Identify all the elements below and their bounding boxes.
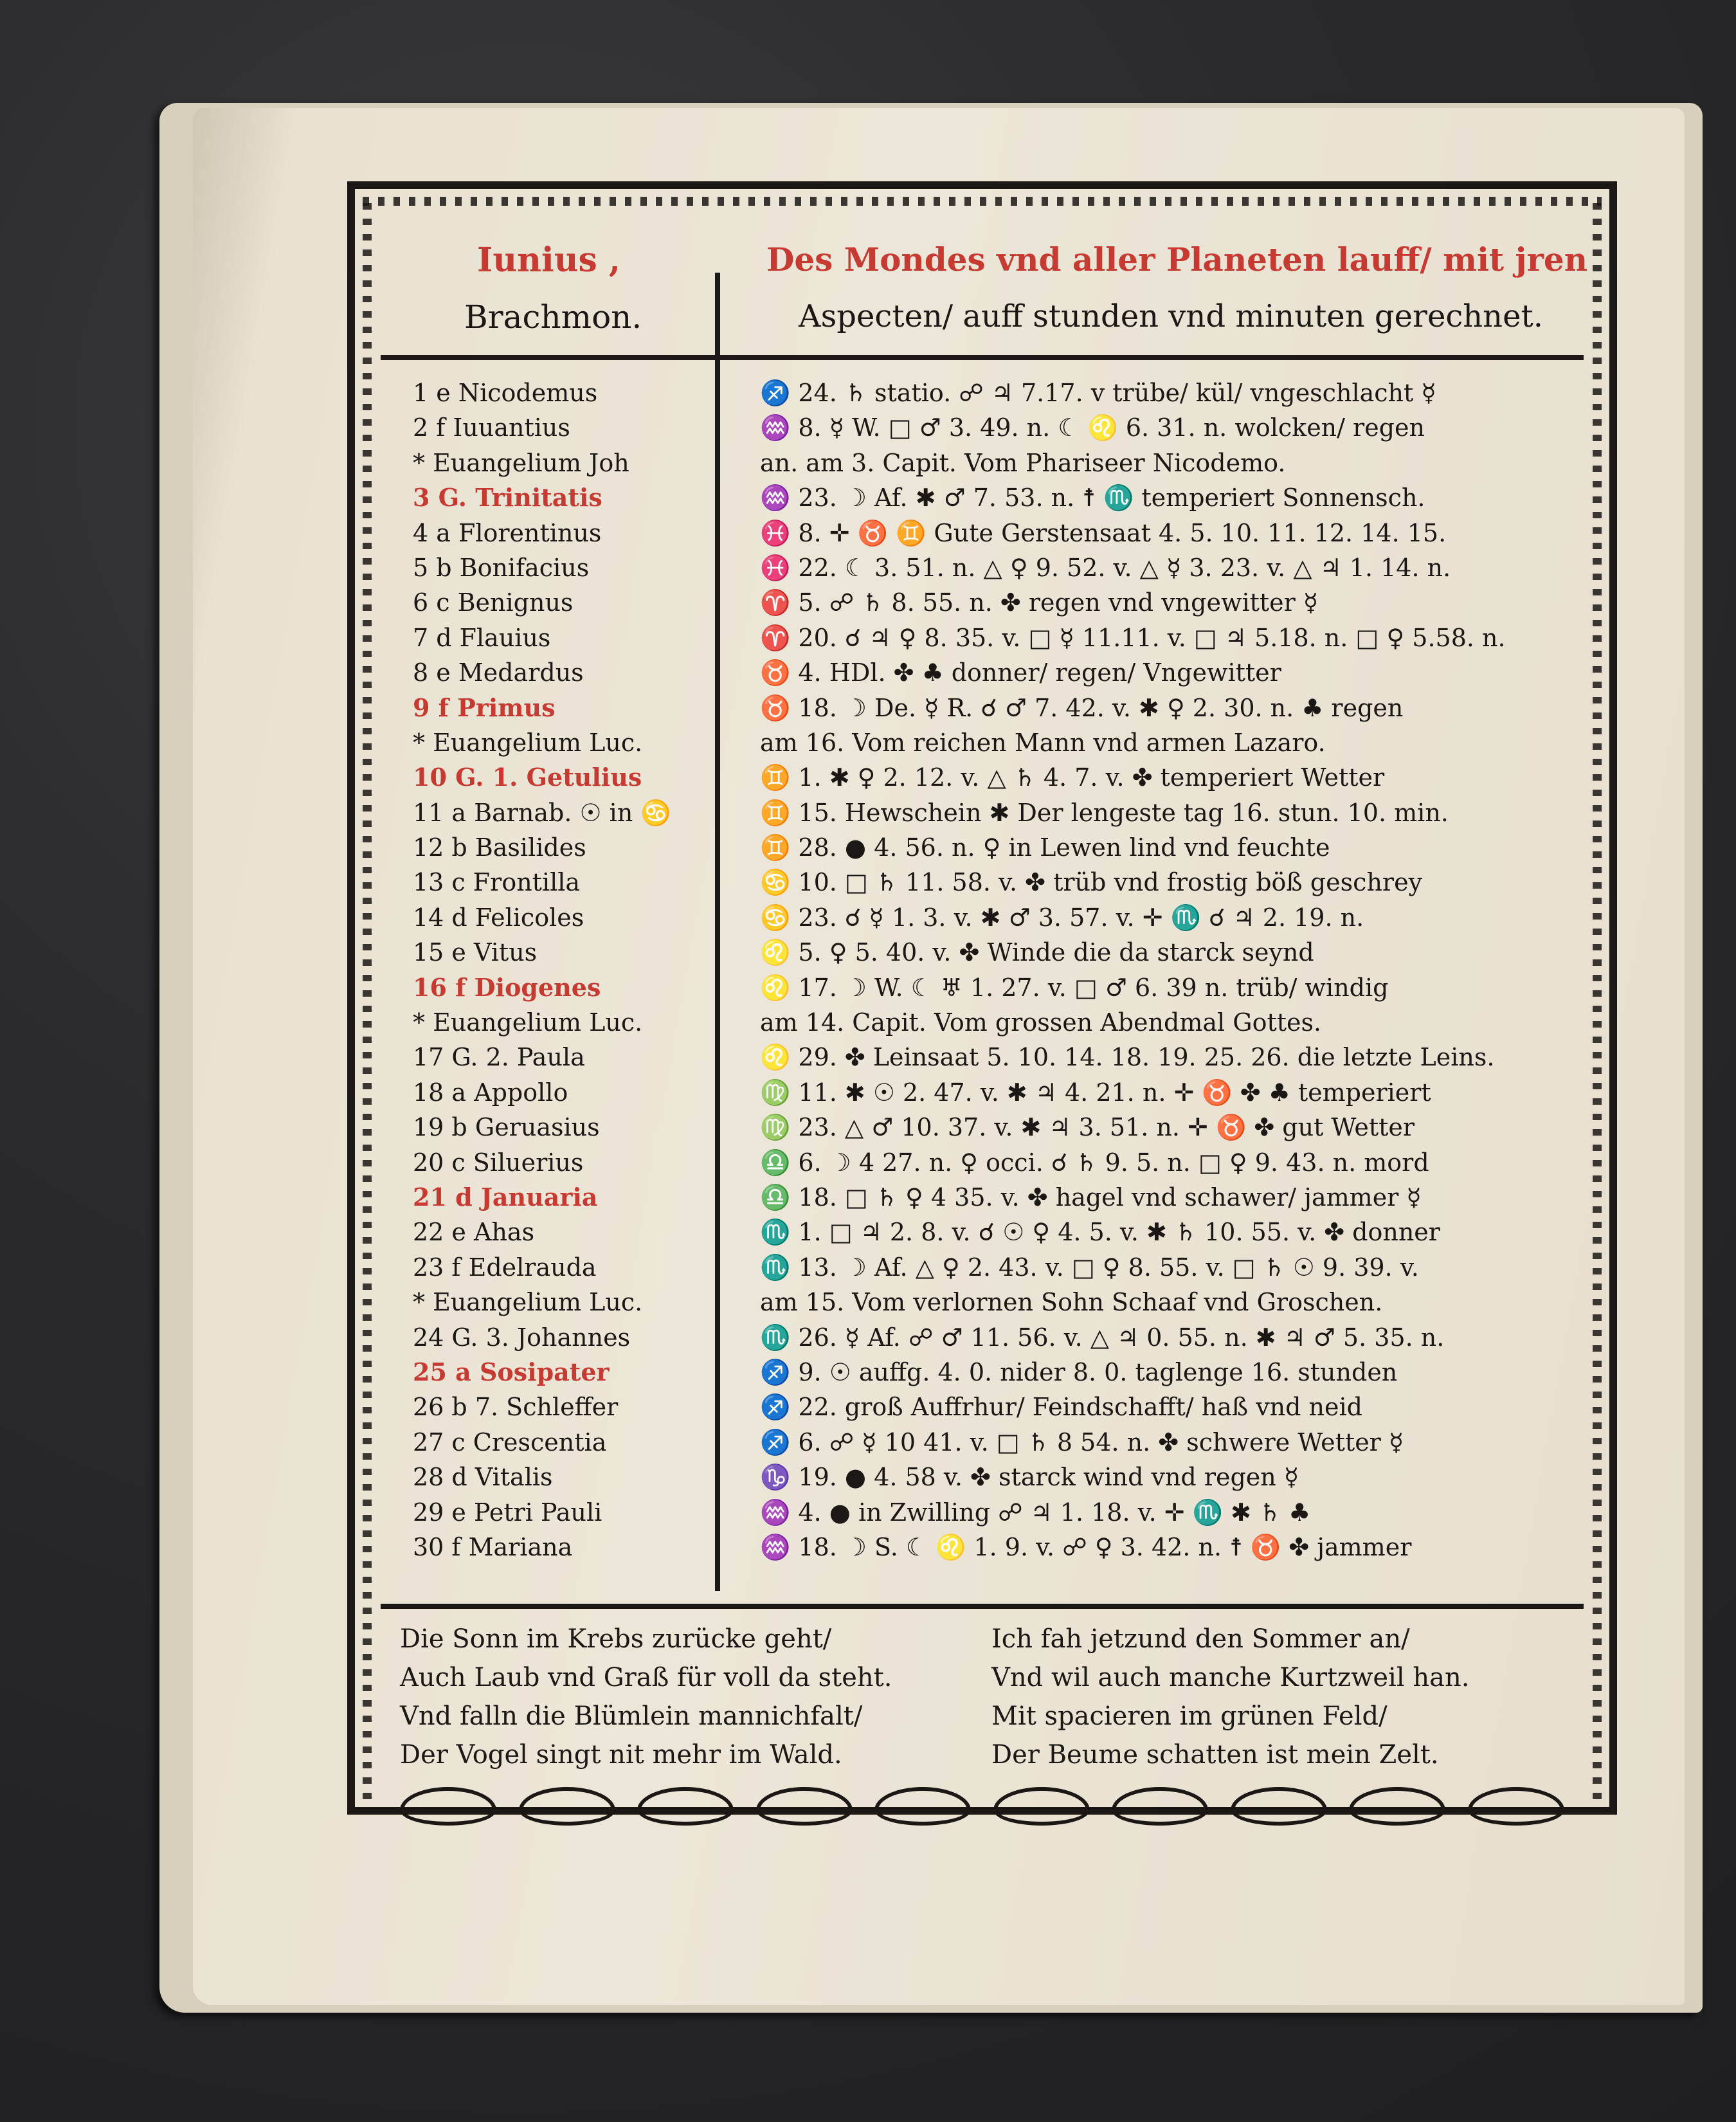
verse-left: Die Sonn im Krebs zurücke geht/ xyxy=(400,1624,832,1654)
saint-day-cell: * Euangelium Luc. xyxy=(413,1288,643,1317)
calendar-row xyxy=(381,1110,1584,1145)
planet-aspect-cell: ♒ 8. ☿ W. □ ♂ 3. 49. n. ☾ ♌ 6. 31. n. wolcken/ regen xyxy=(760,413,1425,442)
month-name: Iunius , xyxy=(477,240,620,280)
saint-day-cell: 5 b Bonifacius xyxy=(413,553,590,582)
verse-left: Vnd falln die Blümlein mannichfalt/ xyxy=(400,1701,863,1731)
ornament-icon xyxy=(756,1787,853,1826)
planet-aspect-cell: ♒ 18. ☽ S. ☾ ♌ 1. 9. v. ☍ ♀ 3. 42. n. ☨ ♉ ✤ jammer xyxy=(760,1532,1412,1561)
saint-day-cell: 3 G. Trinitatis xyxy=(413,483,602,512)
verse-line xyxy=(400,1658,1564,1697)
saint-day-cell: 29 e Petri Pauli xyxy=(413,1498,602,1527)
planet-aspect-cell: ♊ 15. Hewschein ✱ Der lengeste tag 16. stun. 10. min. xyxy=(760,798,1449,827)
verse-line xyxy=(400,1736,1564,1774)
calendar-row xyxy=(381,760,1584,795)
calendar-row xyxy=(381,1250,1584,1285)
ornament-icon xyxy=(1349,1787,1445,1826)
calendar-row xyxy=(381,585,1584,620)
calendar-row xyxy=(381,480,1584,515)
calendar-row xyxy=(381,830,1584,865)
verse-rule xyxy=(381,1604,1584,1609)
ornament-icon xyxy=(637,1787,734,1826)
verse-right: Mit spacieren im grünen Feld/ xyxy=(991,1701,1388,1731)
saint-day-cell: 15 e Vitus xyxy=(413,938,538,967)
planet-aspect-cell: ♍ 23. △ ♂ 10. 37. v. ✱ ♃ 3. 51. n. ✛ ♉ ✤ gut Wetter xyxy=(760,1113,1415,1142)
saint-day-cell: 25 a Sosipater xyxy=(413,1357,610,1386)
planet-aspect-cell: ♎ 6. ☽ 4 27. n. ♀ occi. ☌ ♄ 9. 5. n. □ ♀ 9. 43. n. mord xyxy=(760,1148,1429,1177)
saint-day-cell: 14 d Felicoles xyxy=(413,903,584,932)
saint-day-cell: * Euangelium Luc. xyxy=(413,1008,643,1037)
planet-aspect-cell: ♉ 4. HDl. ✤ ♣ donner/ regen/ Vngewitter xyxy=(760,658,1281,687)
calendar-row xyxy=(381,516,1584,550)
saint-day-cell: 8 e Medardus xyxy=(413,658,584,687)
planet-aspect-cell: ♐ 24. ♄ statio. ☍ ♃ 7.17. v trübe/ kül/ vngeschlacht ☿ xyxy=(760,379,1436,407)
calendar-row xyxy=(381,1390,1584,1424)
verse-line xyxy=(400,1697,1564,1736)
planet-aspect-cell: ♌ 5. ♀ 5. 40. v. ✤ Winde die da starck seynd xyxy=(760,938,1314,967)
verse-left: Auch Laub vnd Graß für voll da steht. xyxy=(400,1663,892,1692)
planet-aspect-cell: ♓ 22. ☾ 3. 51. n. △ ♀ 9. 52. v. △ ☿ 3. 23. v. △ ♃ 1. 14. n. xyxy=(760,553,1451,582)
saint-day-cell: 28 d Vitalis xyxy=(413,1463,553,1492)
planet-aspect-cell: an. am 3. Capit. Vom Phariseer Nicodemo. xyxy=(760,448,1286,477)
border-ornament-top xyxy=(363,197,1602,206)
planet-aspect-cell: ♈ 20. ☌ ♃ ♀ 8. 35. v. □ ☿ 11.11. v. □ ♃ 5.18. n. □ ♀ 5.58. n. xyxy=(760,623,1506,652)
calendar-row xyxy=(381,1285,1584,1319)
calendar-row xyxy=(381,970,1584,1005)
calendar-row xyxy=(381,795,1584,830)
calendar-row xyxy=(381,550,1584,585)
saint-day-cell: * Euangelium Luc. xyxy=(413,728,643,757)
planet-aspect-cell: ♉ 18. ☽ De. ☿ R. ☌ ♂ 7. 42. v. ✱ ♀ 2. 30. n. ♣ regen xyxy=(760,693,1404,722)
calendar-row xyxy=(381,1145,1584,1180)
planet-aspect-cell: ♑ 19. ● 4. 58 v. ✤ starck wind vnd regen ☿ xyxy=(760,1463,1299,1492)
saint-day-cell: 27 c Crescentia xyxy=(413,1428,607,1456)
planet-aspect-cell: ♐ 6. ☍ ☿ 10 41. v. □ ♄ 8 54. n. ✤ schwere Wetter ☿ xyxy=(760,1428,1404,1456)
saint-day-cell: 2 f Iuuantius xyxy=(413,413,570,442)
calendar-row xyxy=(381,410,1584,445)
calendar-row xyxy=(381,1215,1584,1249)
planet-aspect-cell: ♏ 1. □ ♃ 2. 8. v. ☌ ☉ ♀ 4. 5. v. ✱ ♄ 10. 55. v. ✤ donner xyxy=(760,1218,1440,1247)
saint-day-cell: 30 f Mariana xyxy=(413,1532,573,1561)
ornament-band xyxy=(400,1781,1564,1832)
calendar-row xyxy=(381,691,1584,725)
saint-day-cell: * Euangelium Joh xyxy=(413,448,629,477)
saint-day-cell: 20 c Siluerius xyxy=(413,1148,584,1177)
planet-aspect-cell: ♐ 9. ☉ auffg. 4. 0. nider 8. 0. taglenge 16. stunden xyxy=(760,1357,1398,1386)
saint-day-cell: 7 d Flauius xyxy=(413,623,551,652)
header xyxy=(381,228,1588,356)
verse-right: Vnd wil auch manche Kurtzweil han. xyxy=(991,1663,1470,1692)
ornament-icon xyxy=(1231,1787,1327,1826)
saint-day-cell: 24 G. 3. Johannes xyxy=(413,1323,631,1352)
verse-left: Der Vogel singt nit mehr im Wald. xyxy=(400,1740,842,1770)
saint-day-cell: 17 G. 2. Paula xyxy=(413,1043,585,1072)
ornament-icon xyxy=(519,1787,615,1826)
calendar-row xyxy=(381,725,1584,760)
verse-right: Der Beume schatten ist mein Zelt. xyxy=(991,1740,1439,1770)
saint-day-cell: 12 b Basilides xyxy=(413,833,586,862)
planet-aspect-cell: ♐ 22. groß Auffrhur/ Feindschafft/ haß vnd neid xyxy=(760,1393,1362,1422)
planet-aspect-cell: ♏ 13. ☽ Af. △ ♀ 2. 43. v. □ ♀ 8. 55. v. □ ♄ ☉ 9. 39. v. xyxy=(760,1253,1419,1282)
saint-day-cell: 21 d Januaria xyxy=(413,1182,598,1211)
saint-day-cell: 16 f Diogenes xyxy=(413,972,601,1002)
calendar-row xyxy=(381,935,1584,970)
saint-day-cell: 18 a Appollo xyxy=(413,1078,568,1107)
planet-aspect-cell: ♋ 23. ☌ ☿ 1. 3. v. ✱ ♂ 3. 57. v. ✛ ♏ ☌ ♃ 2. 19. n. xyxy=(760,903,1364,932)
calendar-row xyxy=(381,1005,1584,1040)
saint-day-cell: 13 c Frontilla xyxy=(413,868,581,897)
saint-day-cell: 23 f Edelrauda xyxy=(413,1253,597,1282)
calendar-row xyxy=(381,1180,1584,1215)
calendar-row xyxy=(381,1040,1584,1075)
calendar-row xyxy=(381,1320,1584,1355)
calendar-row xyxy=(381,621,1584,655)
calendar-row xyxy=(381,1075,1584,1110)
planet-aspect-cell: ♌ 17. ☽ W. ☾ ♅ 1. 27. v. □ ♂ 6. 39 n. trüb/ windig xyxy=(760,973,1389,1002)
calendar-row xyxy=(381,900,1584,935)
planet-aspect-cell: ♋ 10. □ ♄ 11. 58. v. ✤ trüb vnd frostig böß geschrey xyxy=(760,868,1423,897)
saint-day-cell: 22 e Ahas xyxy=(413,1218,535,1247)
planet-aspect-cell: ♊ 28. ● 4. 56. n. ♀ in Lewen lind vnd feuchte xyxy=(760,833,1330,862)
calendar-table xyxy=(381,376,1584,1564)
header-title-line1: Des Mondes vnd aller Planeten lauff/ mit jren xyxy=(766,240,1588,278)
planet-aspect-cell: ♌ 29. ✤ Leinsaat 5. 10. 14. 18. 19. 25. 26. die letzte Leins. xyxy=(760,1043,1495,1072)
calendar-row xyxy=(381,376,1584,410)
calendar-row xyxy=(381,1355,1584,1390)
planet-aspect-cell: am 14. Capit. Vom grossen Abendmal Gottes. xyxy=(760,1008,1322,1037)
month-alt-name: Brachmon. xyxy=(464,298,642,336)
ornament-icon xyxy=(400,1787,496,1826)
verse-right: Ich fah jetzund den Sommer an/ xyxy=(991,1624,1410,1654)
planet-aspect-cell: ♈ 5. ☍ ♄ 8. 55. n. ✤ regen vnd vngewitter ☿ xyxy=(760,588,1319,617)
verse-line xyxy=(400,1620,1564,1658)
saint-day-cell: 4 a Florentinus xyxy=(413,518,602,547)
planet-aspect-cell: ♓ 8. ✛ ♉ ♊ Gute Gerstensaat 4. 5. 10. 11. 12. 14. 15. xyxy=(760,518,1447,547)
ornament-icon xyxy=(1112,1787,1208,1826)
ornament-icon xyxy=(993,1787,1090,1826)
planet-aspect-cell: ♎ 18. □ ♄ ♀ 4 35. v. ✤ hagel vnd schawer/ jammer ☿ xyxy=(760,1183,1422,1211)
planet-aspect-cell: am 15. Vom verlornen Sohn Schaaf vnd Groschen. xyxy=(760,1288,1383,1317)
calendar-row xyxy=(381,1460,1584,1494)
saint-day-cell: 26 b 7. Schleffer xyxy=(413,1393,619,1422)
planet-aspect-cell: ♒ 4. ● in Zwilling ☍ ♃ 1. 18. v. ✛ ♏ ✱ ♄ ♣ xyxy=(760,1498,1311,1527)
calendar-row xyxy=(381,1425,1584,1460)
saint-day-cell: 11 a Barnab. ☉ in ♋ xyxy=(413,798,671,827)
header-title-line2: Aspecten/ auff stunden vnd minuten gerechnet. xyxy=(799,298,1544,334)
calendar-row xyxy=(381,446,1584,480)
calendar-row xyxy=(381,1495,1584,1530)
page-frame xyxy=(347,181,1617,1815)
header-rule xyxy=(381,355,1584,360)
calendar-row xyxy=(381,865,1584,900)
calendar-row xyxy=(381,1530,1584,1564)
calendar-row xyxy=(381,655,1584,690)
saint-day-cell: 9 f Primus xyxy=(413,693,556,722)
ornament-icon xyxy=(1468,1787,1564,1826)
planet-aspect-cell: ♏ 26. ☿ Af. ☍ ♂ 11. 56. v. △ ♃ 0. 55. n. ✱ ♃ ♂ 5. 35. n. xyxy=(760,1323,1445,1352)
saint-day-cell: 6 c Benignus xyxy=(413,588,574,617)
border-ornament-left xyxy=(363,197,372,1799)
planet-aspect-cell: am 16. Vom reichen Mann vnd armen Lazaro. xyxy=(760,728,1326,757)
verse-block xyxy=(400,1620,1564,1774)
ornament-icon xyxy=(874,1787,971,1826)
planet-aspect-cell: ♒ 23. ☽ Af. ✱ ♂ 7. 53. n. ☨ ♏ temperiert Sonnensch. xyxy=(760,484,1425,512)
planet-aspect-cell: ♊ 1. ✱ ♀ 2. 12. v. △ ♄ 4. 7. v. ✤ temperiert Wetter xyxy=(760,763,1385,792)
planet-aspect-cell: ♍ 11. ✱ ☉ 2. 47. v. ✱ ♃ 4. 21. n. ✛ ♉ ✤ ♣ temperiert xyxy=(760,1078,1431,1107)
saint-day-cell: 10 G. 1. Getulius xyxy=(413,763,642,792)
saint-day-cell: 19 b Geruasius xyxy=(413,1113,600,1142)
saint-day-cell: 1 e Nicodemus xyxy=(413,379,598,407)
